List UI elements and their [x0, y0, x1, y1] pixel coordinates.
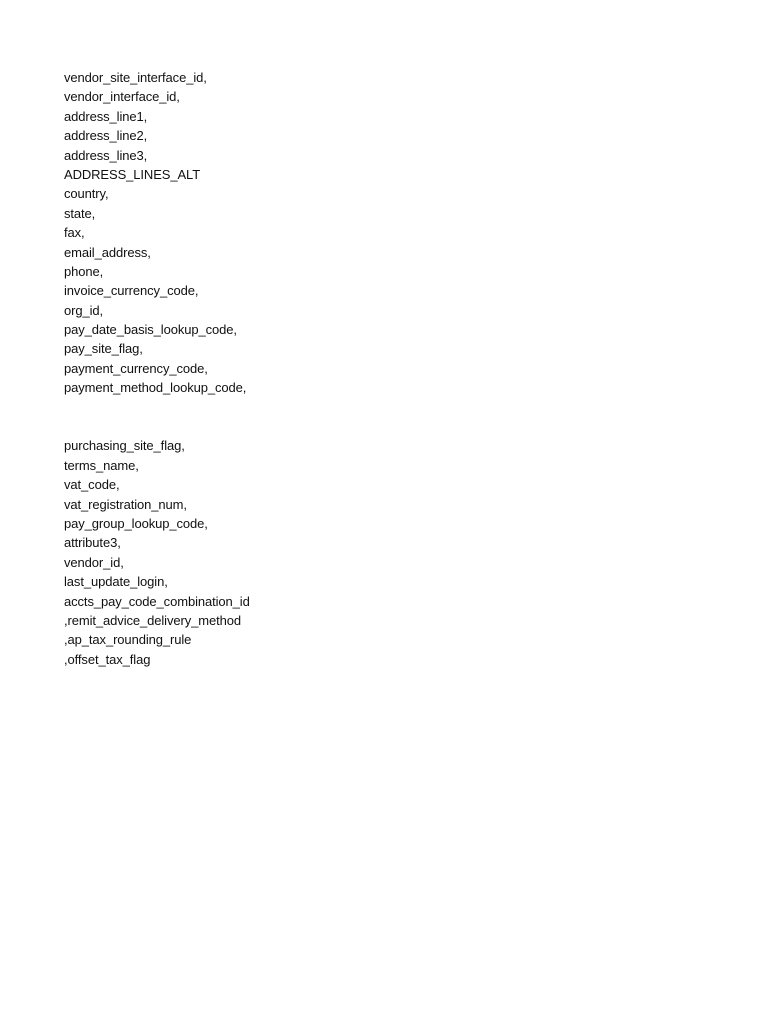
list-line: org_id,	[64, 302, 104, 318]
list-line: pay_site_flag,	[64, 341, 143, 357]
list-line: last_update_login,	[64, 574, 168, 590]
list-line: payment_currency_code,	[64, 360, 208, 376]
list-line: ,ap_tax_rounding_rule	[64, 632, 192, 648]
list-line: terms_name,	[64, 457, 139, 473]
list-line: state,	[64, 205, 96, 221]
list-line: email_address,	[64, 244, 151, 260]
list-line: accts_pay_code_combination_id	[64, 593, 250, 609]
list-line: country,	[64, 186, 109, 202]
document-content	[64, 68, 704, 669]
list-line: ADDRESS_LINES_ALT	[64, 166, 201, 182]
list-line: address_line2,	[64, 128, 148, 144]
list-line: vendor_site_interface_id,	[64, 70, 207, 85]
list-line: vat_code,	[64, 477, 120, 493]
list-line: payment_method_lookup_code,	[64, 380, 247, 396]
list-line: pay_date_basis_lookup_code,	[64, 322, 237, 338]
list-line: attribute3,	[64, 535, 121, 551]
column-list-block-2	[64, 436, 704, 669]
list-line: address_line1,	[64, 108, 148, 124]
list-line: ,offset_tax_flag	[64, 651, 151, 667]
list-line: vat_registration_num,	[64, 496, 187, 512]
list-line: phone,	[64, 263, 104, 279]
list-line: address_line3,	[64, 147, 148, 163]
list-line: pay_group_lookup_code,	[64, 516, 208, 531]
list-line: ,remit_advice_delivery_method	[64, 612, 242, 628]
list-line: invoice_currency_code,	[64, 283, 199, 299]
list-line: purchasing_site_flag,	[64, 438, 185, 454]
list-line: fax,	[64, 225, 85, 241]
list-line: vendor_id,	[64, 554, 124, 570]
column-list-block-1	[64, 68, 704, 398]
list-line: vendor_interface_id,	[64, 89, 180, 105]
